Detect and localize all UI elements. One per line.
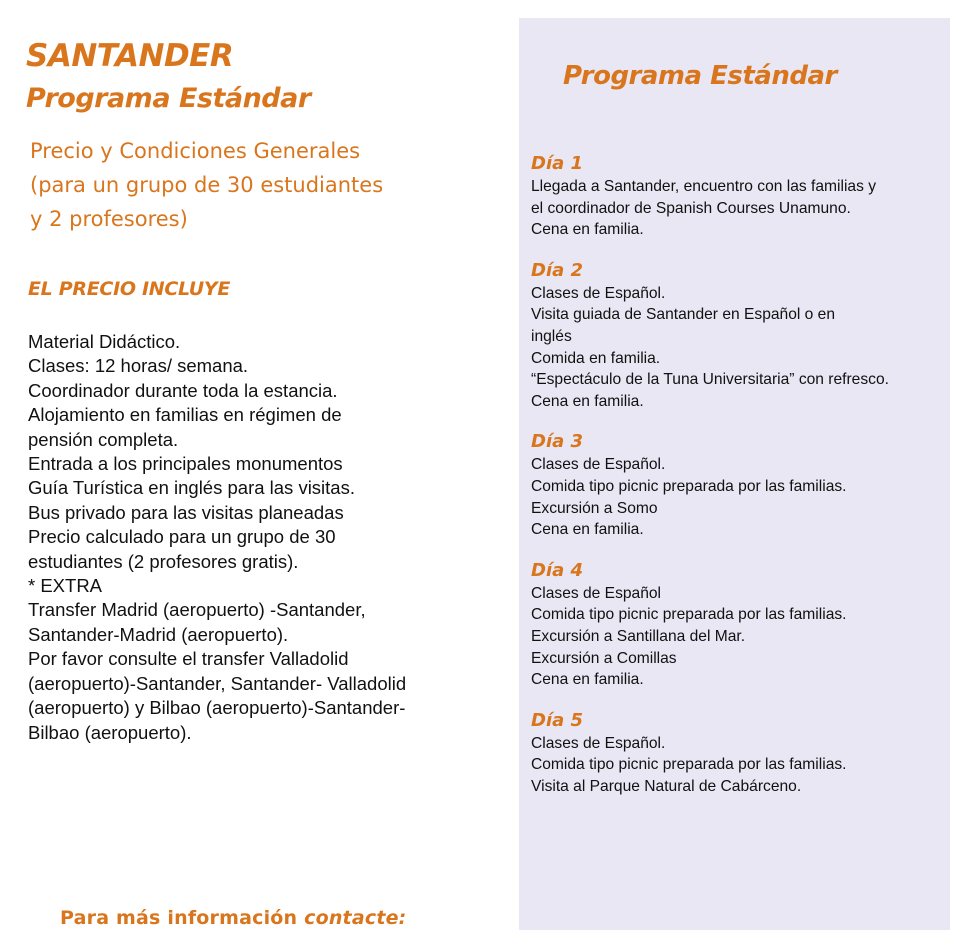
includes-line: Material Didáctico. [28, 331, 181, 352]
includes-line: (aeropuerto)-Santander, Santander- Valladolid [28, 672, 407, 694]
conditions-line: y 2 profesores) [30, 207, 188, 231]
day-lines [531, 454, 947, 540]
day-block [531, 709, 947, 798]
contact-line [60, 905, 407, 931]
day-lines [531, 583, 947, 691]
includes-line: Entrada a los principales monumentos [28, 453, 343, 475]
city-title: SANTANDER [26, 38, 234, 74]
day-line: “Espectáculo de la Tuna Universitaria” con refresco. [531, 371, 889, 389]
day-line: Clases de Español [531, 584, 662, 602]
includes-line: (aeropuerto) y Bilbao (aeropuerto)-Santander- [28, 697, 406, 719]
day-lines [531, 733, 947, 798]
includes-line: Precio calculado para un grupo de 30 [28, 526, 336, 548]
conditions-line: (para un grupo de 30 estudiantes [30, 173, 384, 197]
left-column [26, 36, 486, 745]
program-title: Programa Estándar [26, 83, 311, 114]
day-block [531, 259, 947, 413]
day-title: Día 5 [531, 709, 584, 731]
day-lines [531, 283, 947, 413]
day-line: Cena en familia. [531, 671, 644, 689]
day-title: Día 3 [531, 431, 584, 453]
day-title: Día 4 [531, 559, 584, 581]
day-line: Cena en familia. [531, 221, 644, 239]
includes-line: Santander-Madrid (aeropuerto). [28, 623, 289, 645]
includes-line: * EXTRA [28, 575, 103, 597]
includes-line: Por favor consulte el transfer Valladolid [28, 648, 349, 670]
includes-title: EL PRECIO INCLUYE [28, 278, 231, 300]
day-line: Llegada a Santander, encuentro con las familias y [531, 178, 877, 195]
includes-line: estudiantes (2 profesores gratis). [28, 550, 299, 572]
includes-line: Alojamiento en familias en régimen de [28, 404, 342, 426]
day-line: Comida tipo picnic preparada por las familias. [531, 606, 847, 624]
includes-line: Guía Turística en inglés para las visitas. [28, 477, 355, 499]
day-block [531, 430, 947, 540]
includes-line: Clases: 12 horas/ semana. [28, 355, 249, 377]
conditions-line: Precio y Condiciones Generales [30, 139, 361, 163]
day-line: Clases de Español. [531, 284, 666, 302]
day-title: Día 2 [531, 259, 584, 281]
day-block [531, 152, 947, 241]
includes-line: pensión completa. [28, 428, 179, 450]
day-line: Excursión a Comillas [531, 649, 677, 667]
contact-link[interactable]: contacte: [304, 907, 407, 929]
day-line: Comida en familia. [531, 349, 661, 367]
panel-title: Programa Estándar [563, 61, 837, 91]
contact-text: Para más información [60, 907, 305, 929]
day-list [531, 152, 947, 815]
conditions-heading [30, 134, 486, 236]
day-line: Comida tipo picnic preparada por las familias. [531, 477, 847, 495]
includes-line: Coordinador durante toda la estancia. [28, 379, 338, 401]
includes-list [28, 330, 486, 745]
day-line: Excursión a Somo [531, 499, 658, 517]
day-line: Cena en familia. [531, 392, 644, 410]
day-line: el coordinador de Spanish Courses Unamuno. [531, 199, 851, 217]
day-line: Clases de Español. [531, 456, 666, 474]
day-line: Comida tipo picnic preparada por las familias. [531, 756, 847, 774]
includes-line: Bilbao (aeropuerto). [28, 721, 192, 743]
day-title: Día 1 [531, 153, 584, 174]
includes-line: Bus privado para las visitas planeadas [28, 501, 344, 523]
includes-line: Transfer Madrid (aeropuerto) -Santander, [28, 599, 366, 621]
day-line: inglés [531, 327, 572, 345]
day-block [531, 559, 947, 691]
program-panel [519, 18, 950, 930]
day-line: Excursión a Santillana del Mar. [531, 627, 746, 645]
day-line: Visita al Parque Natural de Cabárceno. [531, 777, 802, 795]
day-line: Visita guiada de Santander en Español o en [531, 306, 836, 324]
day-lines [531, 176, 947, 241]
day-line: Clases de Español. [531, 734, 666, 752]
day-line: Cena en familia. [531, 521, 644, 539]
